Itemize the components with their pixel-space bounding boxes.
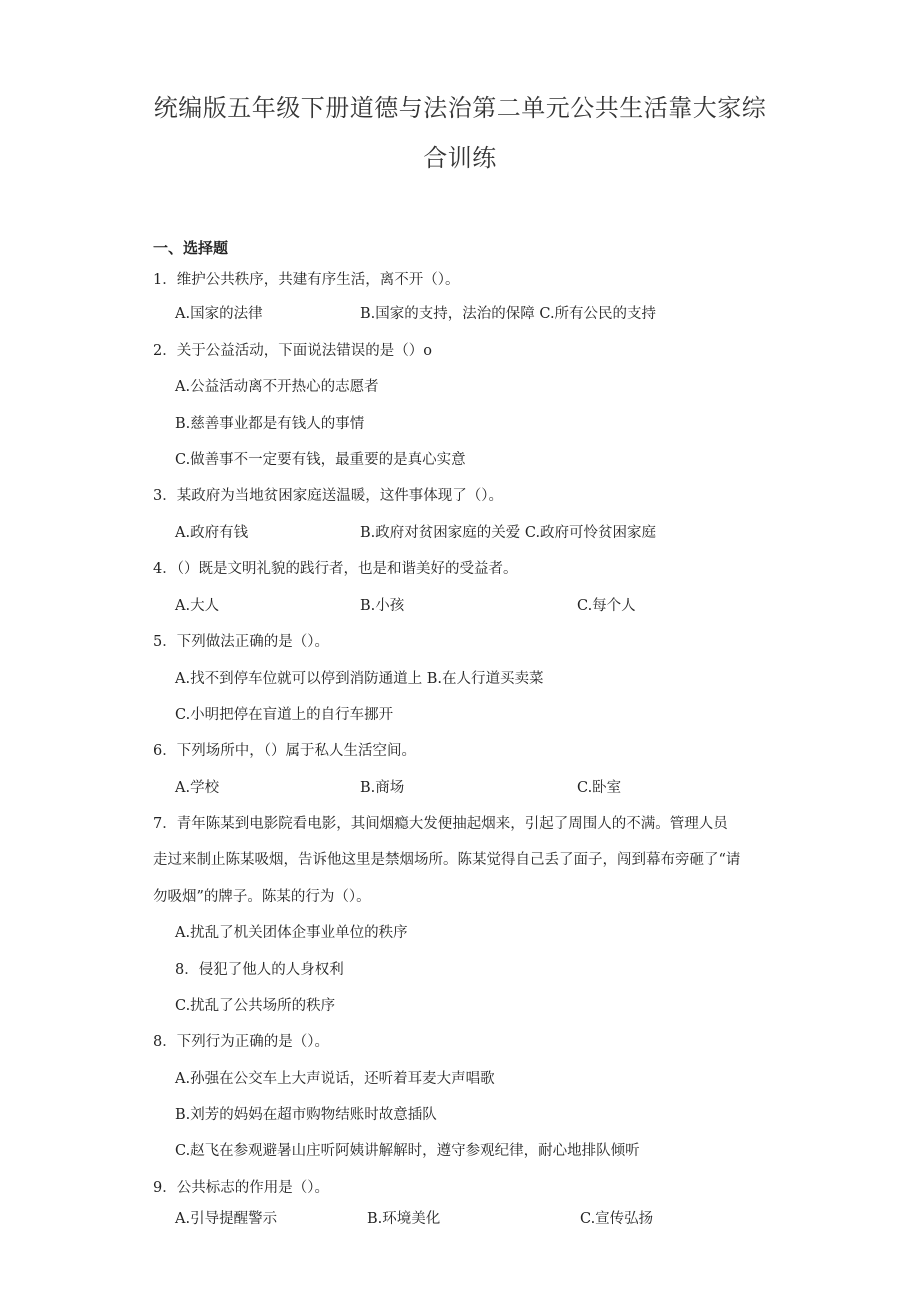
question-8-option-a: A.孙强在公交车上大声说话，还听着耳麦大声唱歌 xyxy=(175,1071,495,1087)
question-4-option-b: B.小孩 xyxy=(360,598,405,614)
question-2-stem: 2．关于公益活动，下面说法错误的是（）o xyxy=(153,343,432,359)
question-7-option-b: 8．侵犯了他人的人身权利 xyxy=(175,962,344,978)
question-9-option-c: C.宣传弘扬 xyxy=(580,1211,654,1227)
question-9-stem: 9．公共标志的作用是（）。 xyxy=(153,1180,329,1196)
question-3-option-a: A.政府有钱 xyxy=(175,525,249,541)
question-5-stem: 5．下列做法正确的是（）。 xyxy=(153,634,329,650)
document-title-line1: 统编版五年级下册道德与法治第二单元公共生活靠大家综 xyxy=(153,94,767,122)
question-7-stem-line1: 7．青年陈某到电影院看电影，其间烟瘾大发便抽起烟来，引起了周围人的不满。管理人员 xyxy=(153,816,728,832)
question-7-stem-line3: 勿吸烟”的牌子。陈某的行为（）。 xyxy=(153,889,371,905)
question-4-option-a: A.大人 xyxy=(175,598,220,614)
question-2-option-a: A.公益活动离不开热心的志愿者 xyxy=(175,379,379,395)
question-7-option-a: A.扰乱了机关团体企事业单位的秩序 xyxy=(175,925,408,941)
question-6-option-c: C.卧室 xyxy=(577,780,622,796)
question-7-option-c: C.扰乱了公共场所的秩序 xyxy=(175,998,336,1014)
question-7-stem-line2: 走过来制止陈某吸烟，告诉他这里是禁烟场所。陈某觉得自己丢了面子，闯到幕布旁砸了“请 xyxy=(153,852,741,868)
question-6-option-b: B.商场 xyxy=(360,780,405,796)
question-1-stem: 1．维护公共秩序，共建有序生活，离不开（）。 xyxy=(153,272,460,288)
question-1-option-b: B.国家的支持，法治的保障 C.所有公民的支持 xyxy=(360,306,657,322)
question-4-stem: 4．（）既是文明礼貌的践行者，也是和谐美好的受益者。 xyxy=(153,561,518,577)
question-9-option-a: A.引导提醒警示 xyxy=(175,1211,278,1227)
question-5-option-a: A.找不到停车位就可以停到消防通道上 B.在人行道买卖菜 xyxy=(175,671,544,687)
document-title-line2: 合训练 xyxy=(423,144,497,172)
section-heading: 一、选择题 xyxy=(153,239,229,257)
question-6-stem: 6．下列场所中，（）属于私人生活空间。 xyxy=(153,743,416,759)
question-8-stem: 8．下列行为正确的是（）。 xyxy=(153,1034,329,1050)
question-8-option-c: C.赵飞在参观避暑山庄听阿姨讲解解时，遵守参观纪律，耐心地排队倾听 xyxy=(175,1143,640,1159)
question-6-option-a: A.学校 xyxy=(175,780,220,796)
question-3-stem: 3．某政府为当地贫困家庭送温暖，这件事体现了（）。 xyxy=(153,488,503,504)
question-2-option-c: C.做善事不一定要有钱，最重要的是真心实意 xyxy=(175,452,466,468)
question-1-option-a: A.国家的法律 xyxy=(175,306,263,322)
question-8-option-b: B.刘芳的妈妈在超市购物结账时故意插队 xyxy=(175,1107,437,1123)
question-2-option-b: B.慈善事业都是有钱人的事情 xyxy=(175,416,365,432)
question-3-option-b: B.政府对贫困家庭的关爱 C.政府可怜贫困家庭 xyxy=(360,525,657,541)
question-4-option-c: C.每个人 xyxy=(577,598,636,614)
question-9-option-b: B.环境美化 xyxy=(367,1211,441,1227)
question-5-option-c: C.小明把停在盲道上的自行车挪开 xyxy=(175,707,394,723)
